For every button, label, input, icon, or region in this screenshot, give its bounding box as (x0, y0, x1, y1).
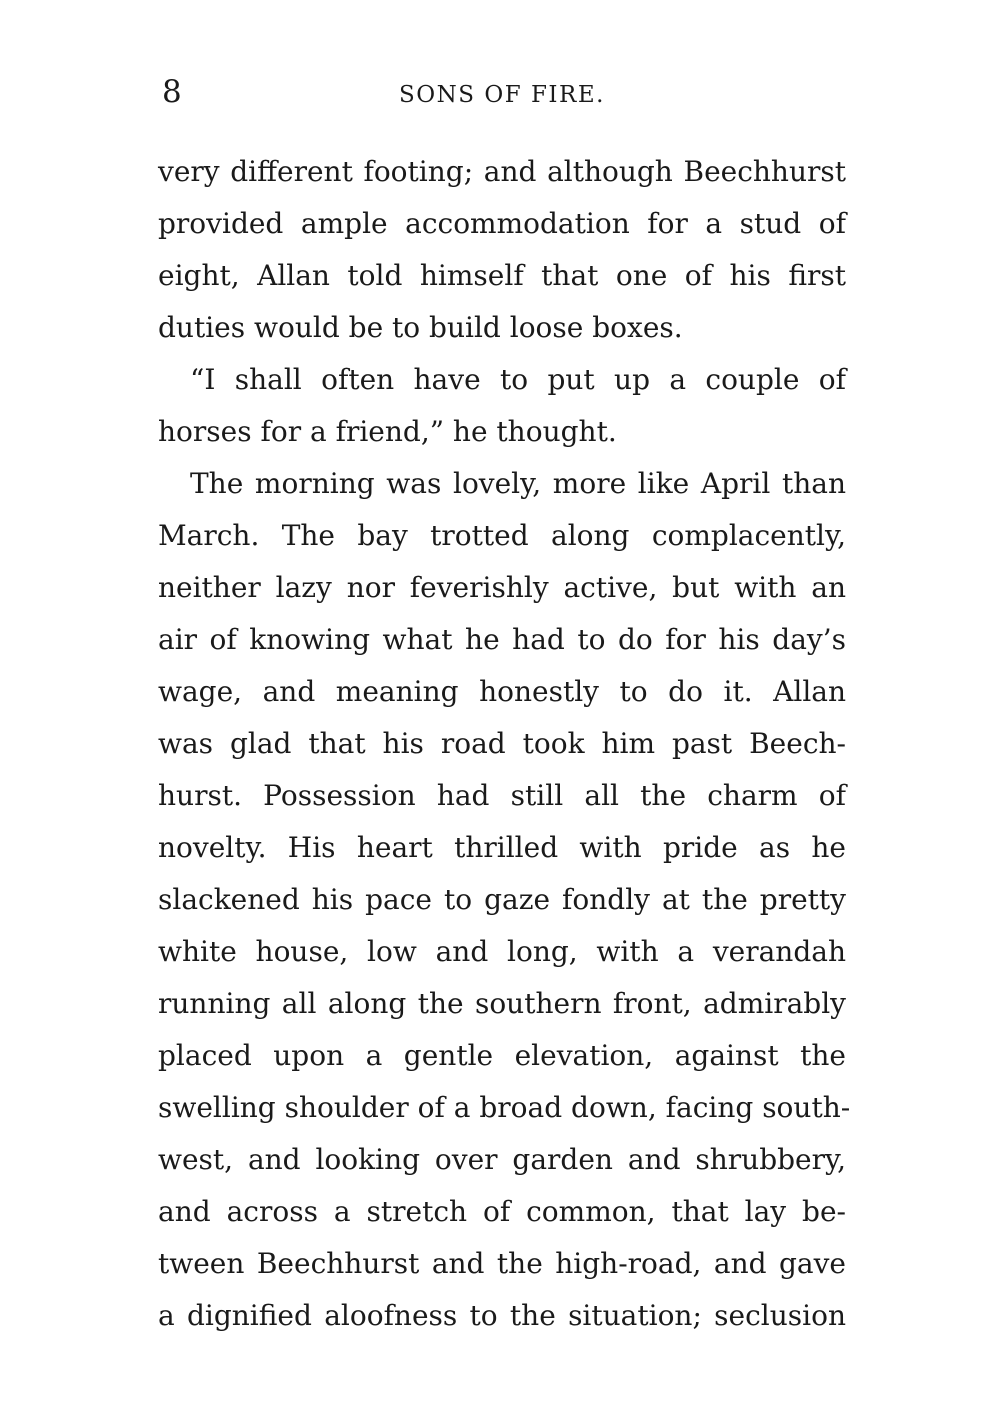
body-text-line: March. The bay trotted along complacently, (158, 519, 846, 552)
body-text-line: air of knowing what he had to do for his day’s (158, 623, 846, 656)
body-text-line: a dignified aloofness to the situation; seclusion (158, 1299, 846, 1332)
body-text-line: west, and looking over garden and shrubbery, (158, 1143, 846, 1176)
body-text-line: placed upon a gentle elevation, against the (158, 1039, 846, 1072)
page-number: 8 (162, 74, 182, 110)
body-text-line: The morning was lovely, more like April than (190, 467, 846, 500)
body-text-line: slackened his pace to gaze fondly at the pretty (158, 883, 846, 916)
body-text-line: horses for a friend,” he thought. (158, 415, 617, 448)
body-text-line: novelty. His heart thrilled with pride as he (158, 831, 846, 864)
body-text-line: eight, Allan told himself that one of his first (158, 259, 846, 292)
body-text-line: was glad that his road took him past Beech- (158, 727, 846, 760)
body-text-line: wage, and meaning honestly to do it. Allan (158, 675, 846, 708)
body-text-line: tween Beechhurst and the high-road, and gave (158, 1247, 846, 1280)
running-title: SONS OF FIRE. (399, 82, 605, 108)
body-text-line: and across a stretch of common, that lay be- (158, 1195, 846, 1228)
body-text-line: duties would be to build loose boxes. (158, 311, 683, 344)
running-head (158, 72, 846, 112)
body-text-line: white house, low and long, with a verandah (158, 935, 846, 968)
body-text-line: swelling shoulder of a broad down, facing south- (158, 1091, 851, 1124)
body-text-line: provided ample accommodation for a stud of (158, 207, 846, 240)
body-text-line: “I shall often have to put up a couple of (190, 363, 846, 396)
body-text-line: very different footing; and although Beechhurst (158, 155, 846, 188)
body-text-line: hurst. Possession had still all the charm of (158, 779, 846, 812)
body-text-line: neither lazy nor feverishly active, but with an (158, 571, 846, 604)
body-text-line: running all along the southern front, admirably (158, 987, 846, 1020)
